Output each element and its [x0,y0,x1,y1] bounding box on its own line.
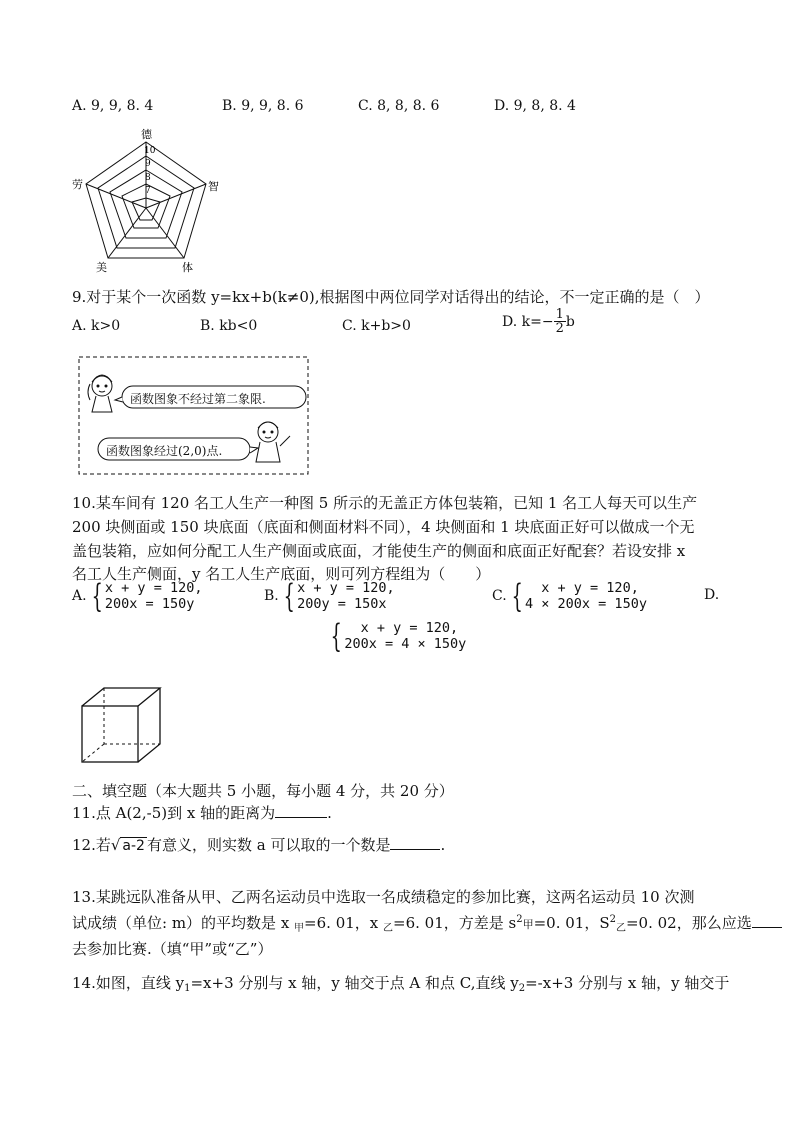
radar-scale-10: 10 [144,146,156,156]
equation-system [507,577,647,615]
q13-line-2 [72,912,782,934]
equation-line-2: 200x = 150y [104,596,195,612]
brace-icon: { [330,617,342,655]
q13-text: =0. 01，S [533,914,610,932]
q13-text: =0. 02，那么应选 [625,914,752,932]
q8-option-a: A. 9, 9, 8. 4 [72,98,154,114]
q10-stem-line-3: 盖包装箱，应如何分配工人生产侧面或底面，才能使生产的侧面和底面正好配套？若设安排 x [72,542,686,560]
q10-stem-line-4: 名工人生产侧面，y 名工人生产底面，则可列方程组为（ ） [72,565,491,583]
open-cube-figure [80,686,164,766]
q10-option-a [72,577,203,615]
q9-stem: 9.对于某个一次函数 y=kx+b(k≠0),根据图中两位同学对话得出的结论，不一定正确的是（ ） [72,288,710,306]
subscript: 甲 [294,923,305,934]
q14-text: =x+3 分别与 x 轴，y 轴交于点 A 和点 C,直线 y [190,974,519,992]
equation-system [87,577,203,615]
q9-option-d [502,308,575,335]
answer-blank [752,927,782,928]
q9-option-d-prefix: D. k=− [502,313,554,330]
q13-text: 试成绩（单位: m）的平均数是 x [72,914,295,932]
fraction [554,308,566,335]
brace-icon: { [511,577,523,615]
square-root [111,836,147,854]
radar-pentagon-figure [66,126,226,274]
equation-line-1: x + y = 120, [297,580,395,596]
subscript: 乙 [615,923,626,934]
q10-option-a-label: A. [72,588,87,604]
radicand: a-2 [122,838,145,854]
equation-line-2: 200x = 4 × 150y [344,636,467,652]
q8-option-c: C. 8, 8, 8. 6 [358,98,440,114]
q14-text: 14.如图，直线 y [72,974,185,992]
brace-icon: { [91,577,103,615]
q9-option-b: B. kb<0 [200,318,258,334]
q12 [72,834,445,855]
q12-prefix: 12.若 [72,836,111,854]
section-2-title: 二、填空题（本大题共 5 小题，每小题 4 分，共 20 分） [72,782,454,800]
equation-system [279,577,395,615]
q13-text: =6. 01，方差是 s [393,914,517,932]
girl-student-icon [88,375,112,412]
radar-label-mei: 美 [96,261,107,274]
radar-label-ti: 体 [182,261,193,274]
fraction-denominator: 2 [555,321,564,336]
radar-scale-8: 8 [145,173,151,183]
q10-option-b-label: B. [264,588,279,604]
q10-option-c-label: C. [492,588,507,604]
radar-label-zhi: 智 [208,180,219,193]
fraction-numerator: 1 [555,307,564,322]
q11-end: . [327,804,332,822]
equation-system [326,617,467,655]
q8-option-b: B. 9, 9, 8. 6 [222,98,304,114]
q14-line-1 [72,972,729,994]
superscript: 2 [516,914,523,925]
radar-scale-7: 7 [145,186,151,196]
q8-option-d: D. 9, 8, 8. 4 [494,98,576,114]
q14-text: =-x+3 分别与 x 轴，y 轴交于 [525,974,730,992]
answer-blank [390,849,440,850]
q10-stem-line-2: 200 块侧面或 150 块底面（底面和侧面材料不同），4 块侧面和 1 块底面正好可以做成一个无 [72,518,695,536]
subscript: 1 [184,983,191,994]
q9-option-a: A. k>0 [72,318,121,334]
answer-blank [275,817,327,818]
boy-student-icon [256,422,290,462]
q10-stem-line-1: 10.某车间有 120 名工人生产一种图 5 所示的无盖正方体包装箱，已知 1 名工人每天可以生产 [72,494,698,512]
equation-line-1: x + y = 120, [104,580,203,596]
q9-option-c: C. k+b>0 [342,318,411,334]
subscript: 乙 [383,923,394,934]
q9-option-d-suffix: b [565,313,575,330]
q11-text: 11.点 A(2,-5)到 x 轴的距离为 [72,804,276,822]
q13-line-3: 去参加比赛.（填“甲”或“乙”） [72,940,273,958]
q12-end: . [440,836,446,854]
equation-line-1: x + y = 120, [525,580,639,596]
q10-option-b [264,577,395,615]
q10-option-c [492,577,647,615]
q13-text: =6. 01，x [304,914,384,932]
q13-line-1: 13.某跳远队准备从甲、乙两名运动员中选取一名成绩稳定的参加比赛，这两名运动员 10 次测 [72,888,695,906]
brace-icon: { [283,577,295,615]
radar-scale-9: 9 [145,159,151,169]
radical-sign-icon: √ [110,836,121,854]
q11 [72,802,332,823]
equation-line-2: 200y = 150x [297,596,387,612]
radar-label-de: 德 [141,128,152,141]
dialog-bubble-boy: 函数图象经过(2,0)点. [106,444,223,458]
q10-option-d-label: D. [704,587,720,603]
q10-option-d [326,617,467,655]
radar-label-lao: 劳 [72,178,83,191]
equation-line-2: 4 × 200x = 150y [525,596,647,612]
subscript: 甲 [522,918,534,931]
equation-line-1: x + y = 120, [344,620,459,636]
dialog-bubble-girl: 函数图象不经过第二象限. [130,392,266,406]
superscript: 2 [609,914,616,925]
subscript: 2 [518,983,526,994]
q12-suffix: 有意义，则实数 a 可以取的一个数是 [146,836,391,854]
